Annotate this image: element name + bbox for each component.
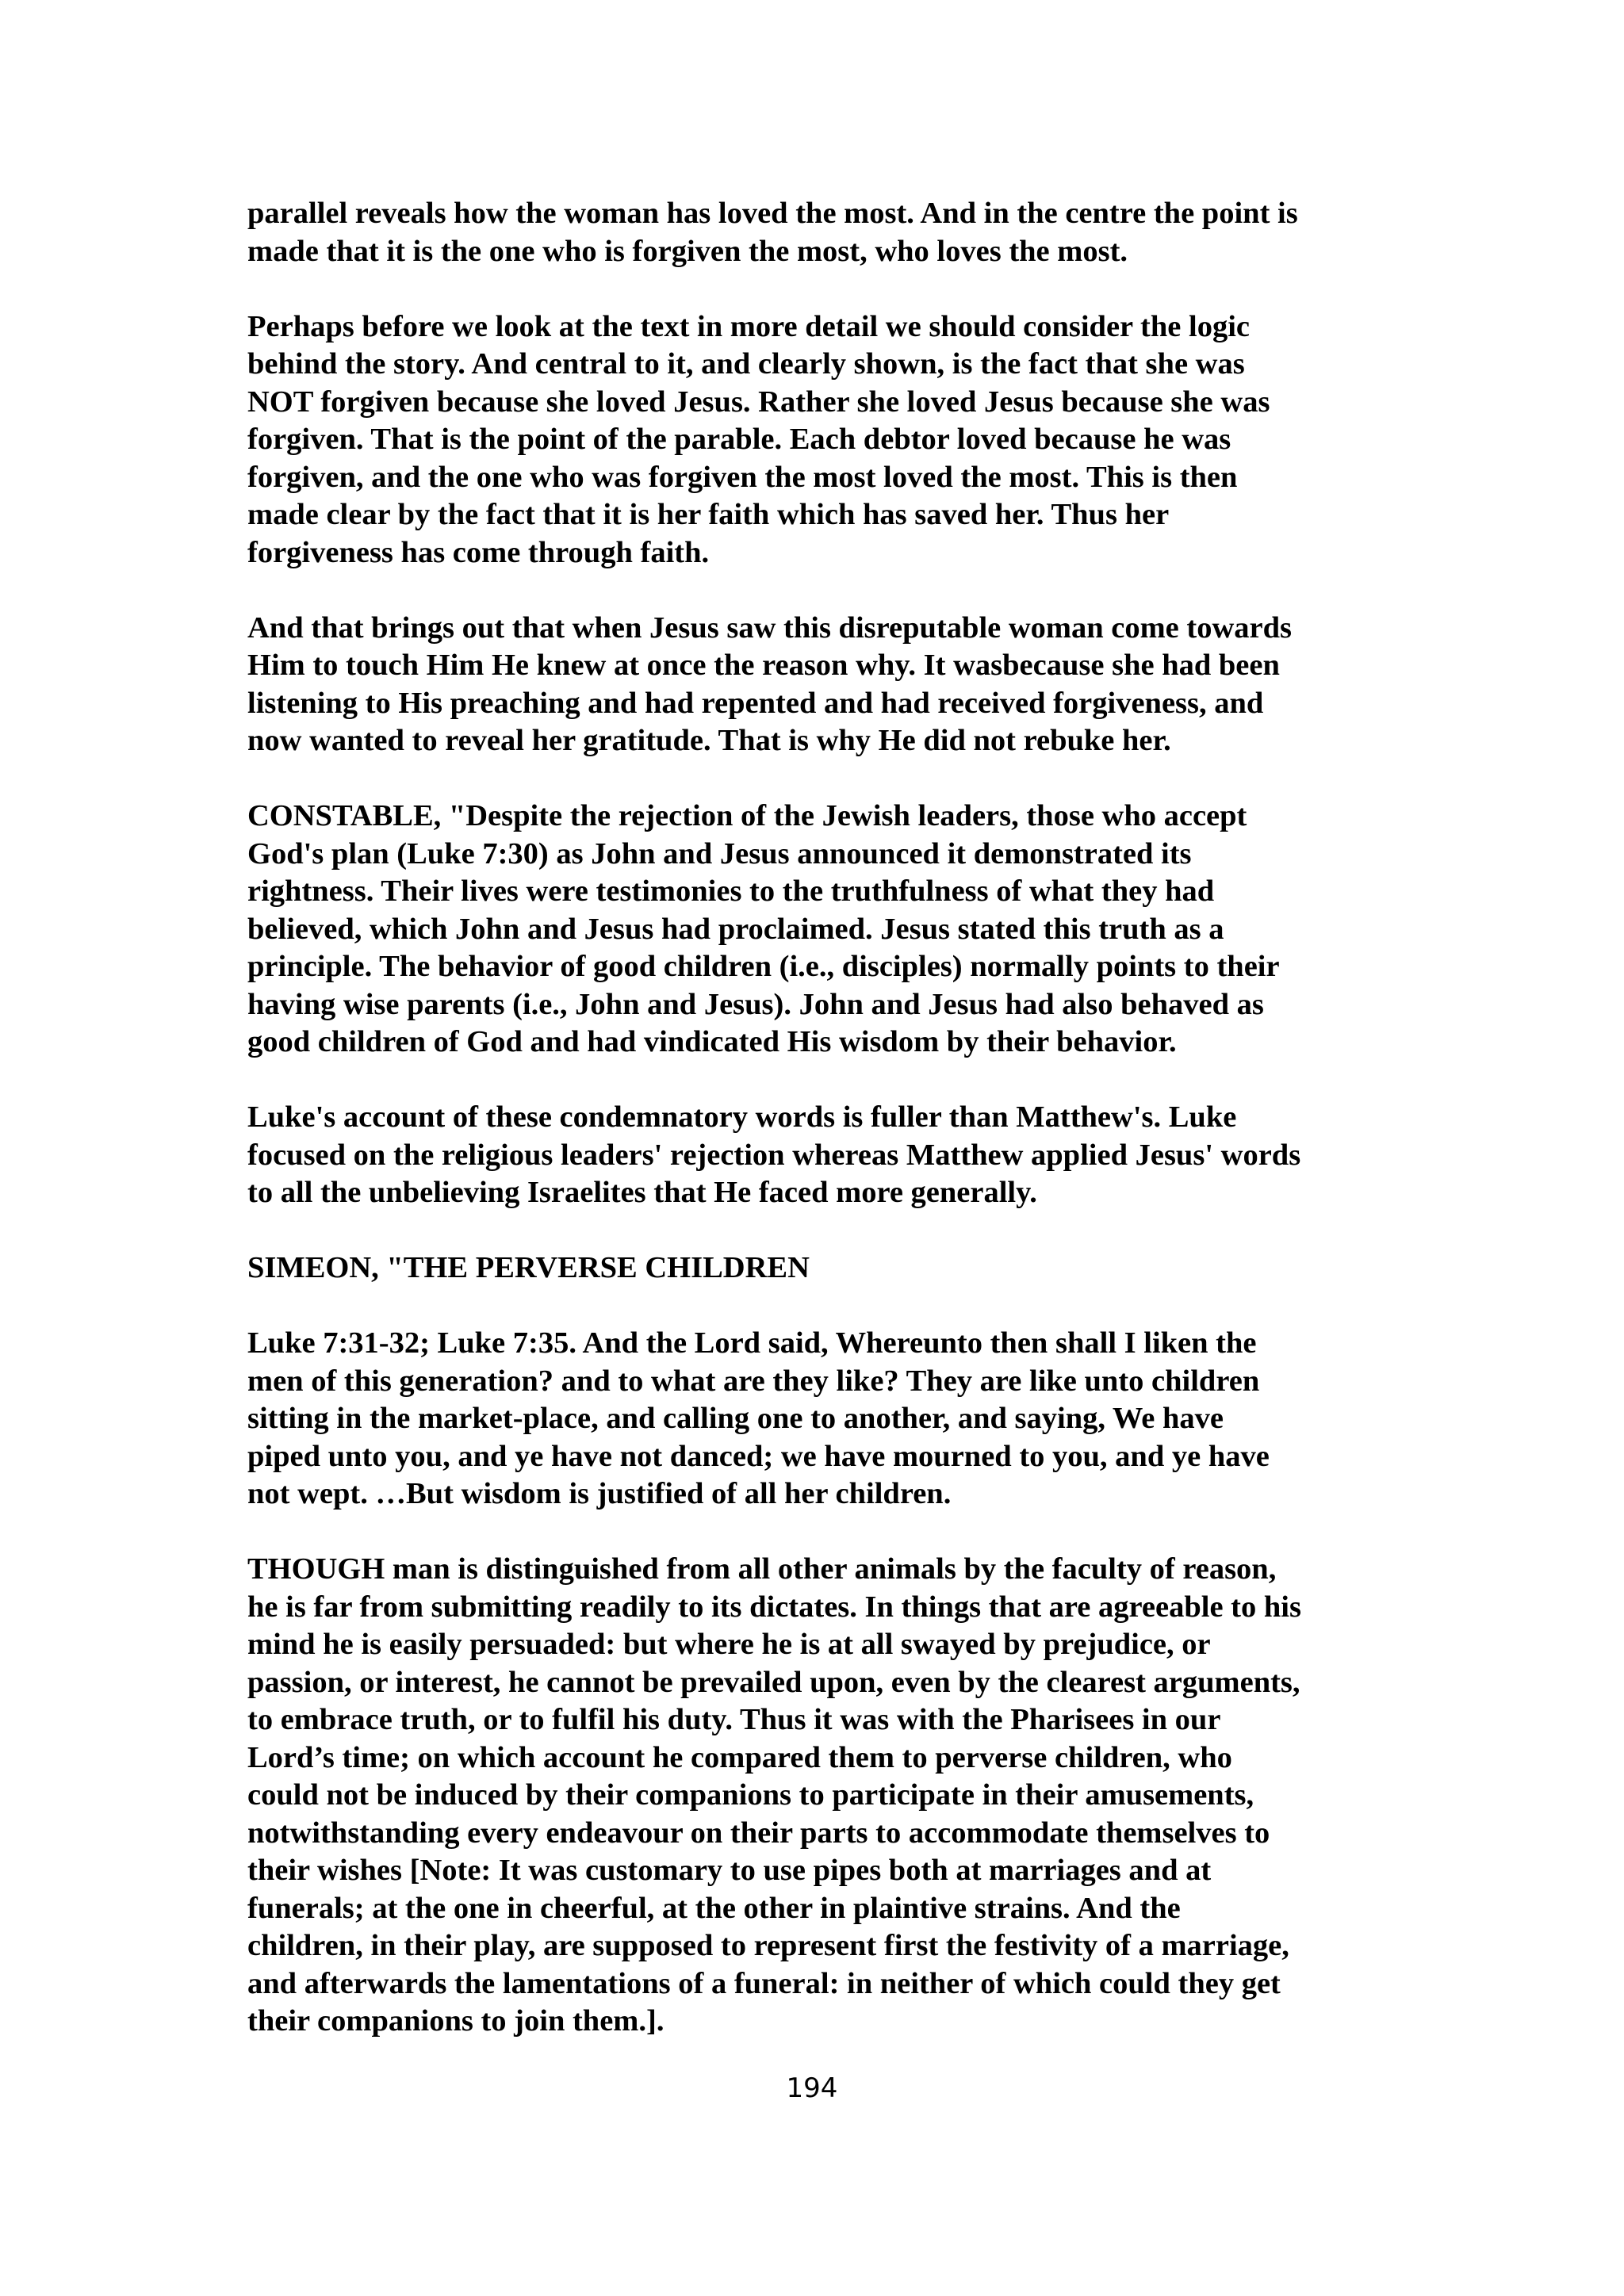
section-heading-simeon: SIMEON, "THE PERVERSE CHILDREN	[247, 1251, 810, 1284]
paragraph-parallel-reveals: parallel reveals how the woman has loved the most. And in the centre the point is made that it is the one who is forgiven the most, who loves the most.	[247, 197, 1298, 268]
paragraph-though-man: THOUGH man is distinguished from all other animals by the faculty of reason, he is far from submitting readily to its dictates. In things that are agreeable to his mind he is easily persuaded: but where he is at all swayed by prejudice, or passion, or interest, he cannot be prevailed upon, even by the clearest arguments, to embrace truth, or to fulfil his duty. Thus it was with the Pharisees in our Lord’s time; on which account he compared them to perverse children, who could not be induced by their companions to participate in their amusements, notwithstanding every endeavour on their parts to accommodate themselves to their wishes [Note: It was customary to use pipes both at marriages and at funerals; at the one in cheerful, at the other in plaintive strains. And the children, in their play, are supposed to represent first the festivity of a marriage, and afterwards the lamentations of a funeral: in neither of which could they get their companions to join them.].	[247, 1552, 1301, 2038]
paragraph-disreputable-woman: And that brings out that when Jesus saw this disreputable woman come towards Him to touch Him He knew at once the reason why. It wasbecause she had been listening to His preaching and had repented and had received forgiveness, and now wanted to reveal her gratitude. That is why He did not rebuke her.	[247, 610, 1292, 757]
page-body	[247, 195, 1397, 2078]
paragraph-logic-behind-story: Perhaps before we look at the text in more detail we should consider the logic behind the story. And central to it, and clearly shown, is the fact that she was NOT forgiven because she loved Jesus. Rather she loved Jesus because she was forgiven. That is the point of the parable. Each debtor loved because he was forgiven, and the one who was forgiven the most loved the most. This is then made clear by the fact that it is her faith which has saved her. Thus her forgiveness has come through faith.	[247, 309, 1270, 569]
paragraph-lukes-account: Luke's account of these condemnatory words is fuller than Matthew's. Luke focused on the religious leaders' rejection whereas Matthew applied Jesus' words to all the unbelieving Israelites that He faced more generally.	[247, 1100, 1301, 1209]
paragraph-constable: CONSTABLE, "Despite the rejection of the Jewish leaders, those who accept God's plan (Luke 7:30) as John and Jesus announced it demonstrated its rightness. Their lives were testimonies to the truthfulness of what they had believed, which John and Jesus had proclaimed. Jesus stated this truth as a principle. The behavior of good children (i.e., disciples) normally points to their having wise parents (i.e., John and Jesus). John and Jesus had also behaved as good children of God and had vindicated His wisdom by their behavior.	[247, 799, 1280, 1058]
paragraph-scripture-quote: Luke 7:31-32; Luke 7:35. And the Lord said, Whereunto then shall I liken the men of this generation? and to what are they like? They are like unto children sitting in the market-place, and calling one to another, and saying, We have piped unto you, and ye have not danced; we have mourned to you, and ye have not wept. …But wisdom is justified of all her children.	[247, 1326, 1270, 1510]
page-number: 194	[786, 2072, 838, 2104]
